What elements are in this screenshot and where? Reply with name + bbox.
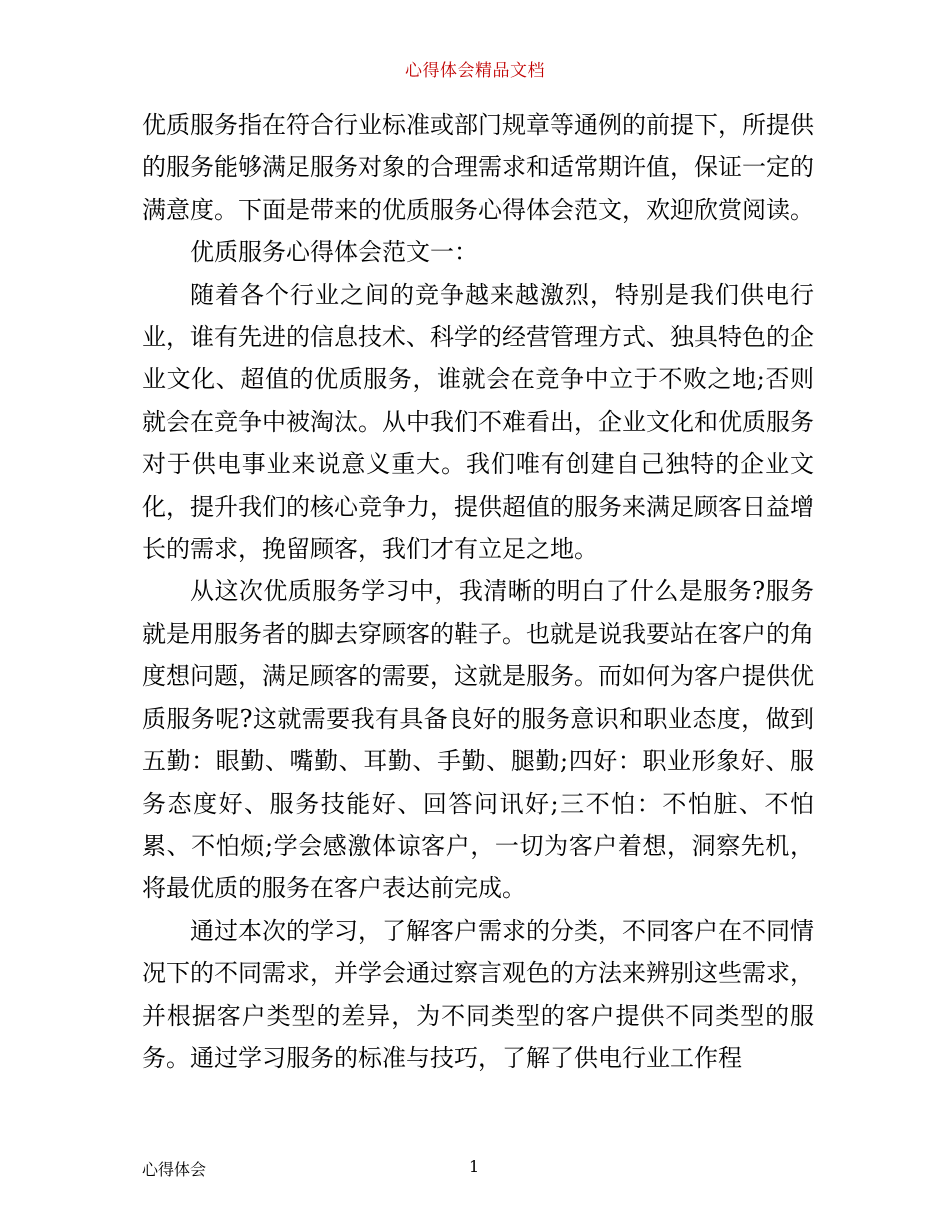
page-footer xyxy=(0,1157,950,1181)
page-number: 1 xyxy=(469,1157,480,1176)
intro-paragraph: 优质服务指在符合行业标准或部门规章等通例的前提下，所提供的服务能够满足服务对象的合理需求和适常期许值，保证一定的满意度。下面是带来的优质服务心得体会范文，欢迎欣赏阅读。 xyxy=(142,111,814,224)
body-paragraph: 通过本次的学习，了解客户需求的分类，不同客户在不同情况下的不同需求，并学会通过察言观色的方法来辨别这些需求，并根据客户类型的差异，为不同类型的客户提供不同类型的服务。通过学习服务的标准与技巧，了解了供电行业工作程 xyxy=(142,916,814,1072)
page-header-title: 心得体会精品文档 xyxy=(405,61,545,81)
footer-label: 心得体会 xyxy=(142,1160,207,1179)
body-paragraph: 随着各个行业之间的竞争越来越激烈，特别是我们供电行业，谁有先进的信息技术、科学的经营管理方式、独具特色的企业文化、超值的优质服务，谁就会在竞争中立于不败之地;否则就会在竞争中被淘汰。从中我们不难看出，企业文化和优质服务对于供电事业来说意义重大。我们唯有创建自己独特的企业文化，提升我们的核心竞争力，提供超值的服务来满足顾客日益增长的需求，挽留顾客，我们才有立足之地。 xyxy=(142,280,814,564)
document-body xyxy=(142,104,814,1079)
body-paragraph: 从这次优质服务学习中，我清晰的明白了什么是服务?服务就是用服务者的脚去穿顾客的鞋子。也就是说我要站在客户的角度想问题，满足顾客的需要，这就是服务。而如何为客户提供优质服务呢?这就需要我有具备良好的服务意识和职业态度，做到五勤：眼勤、嘴勤、耳勤、手勤、腿勤;四好：职业形象好、服务态度好、服务技能好、回答问讯好;三不怕：不怕脏、不怕累、不怕烦;学会感激体谅客户，一切为客户着想，洞察先机，将最优质的服务在客户表达前完成。 xyxy=(142,577,814,903)
section-heading: 优质服务心得体会范文一： xyxy=(190,238,478,267)
